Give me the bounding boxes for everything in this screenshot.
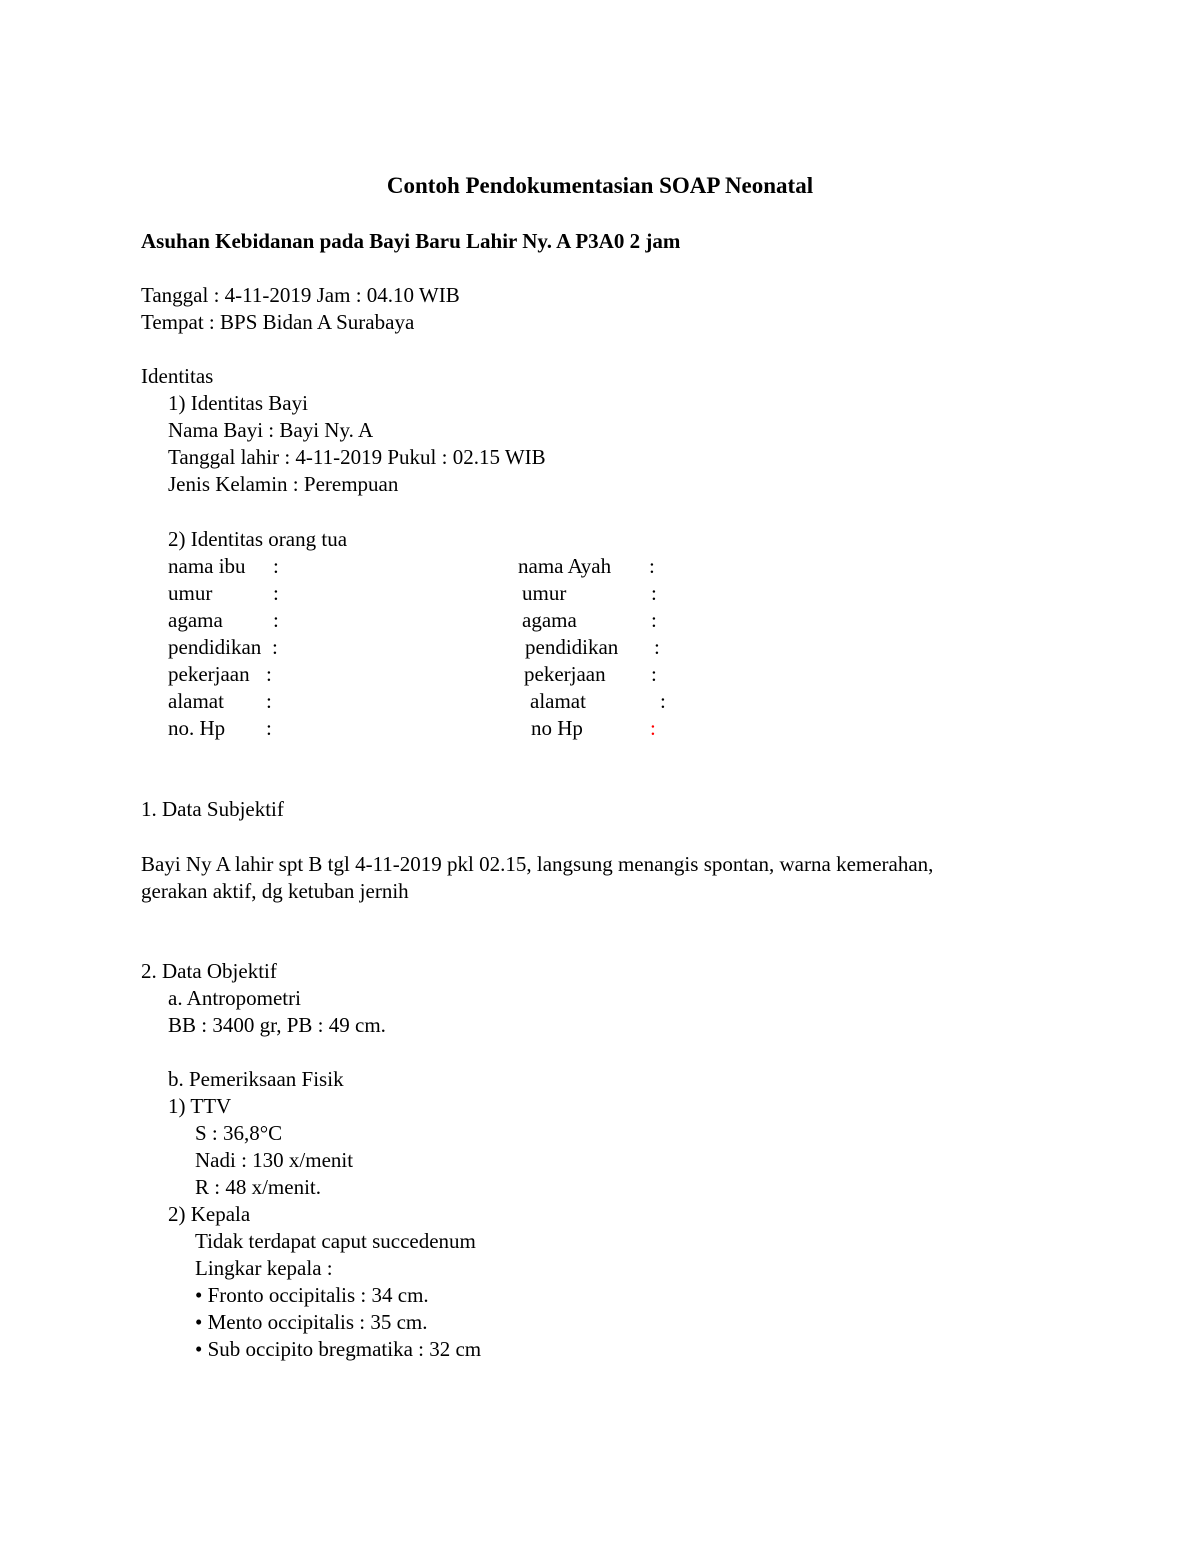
ibu-label-nama: nama ibu bbox=[168, 554, 246, 578]
ibu-colon: : bbox=[273, 608, 279, 632]
antropometri-value: BB : 3400 gr, PB : 49 cm. bbox=[168, 1013, 386, 1037]
list-item: • Sub occipito bregmatika : 32 cm bbox=[195, 1337, 482, 1361]
subjektif-heading: 1. Data Subjektif bbox=[141, 797, 284, 821]
ibu-label-pekerjaan: pekerjaan bbox=[168, 662, 250, 686]
objektif-heading: 2. Data Objektif bbox=[141, 959, 277, 983]
list-item: • Fronto occipitalis : 34 cm. bbox=[195, 1283, 429, 1307]
subjektif-text-line2: gerakan aktif, dg ketuban jernih bbox=[141, 879, 409, 903]
ibu-colon: : bbox=[273, 554, 279, 578]
ayah-colon: : bbox=[649, 554, 655, 578]
list-item: • Mento occipitalis : 35 cm. bbox=[195, 1310, 428, 1334]
ayah-label-agama: agama bbox=[522, 608, 577, 632]
ibu-label-pendidikan: pendidikan bbox=[168, 635, 262, 659]
ayah-colon: : bbox=[650, 716, 656, 740]
antropometri-heading: a. Antropometri bbox=[168, 986, 301, 1010]
ayah-label-pendidikan: pendidikan bbox=[525, 635, 619, 659]
ibu-colon: : bbox=[272, 635, 278, 659]
subjektif-text-line1: Bayi Ny A lahir spt B tgl 4-11-2019 pkl 02.15, langsung menangis spontan, warna kemerahan, bbox=[141, 852, 934, 876]
ayah-label-alamat: alamat bbox=[530, 689, 586, 713]
kepala-heading: 2) Kepala bbox=[168, 1202, 251, 1226]
ibu-label-alamat: alamat bbox=[168, 689, 224, 713]
tanggal-line: Tanggal : 4-11-2019 Jam : 04.10 WIB bbox=[141, 283, 460, 307]
ayah-colon: : bbox=[651, 662, 657, 686]
ayah-label-no-hp: no Hp bbox=[531, 716, 583, 740]
tempat-line: Tempat : BPS Bidan A Surabaya bbox=[141, 310, 415, 334]
ayah-colon: : bbox=[654, 635, 660, 659]
identitas-heading: Identitas bbox=[141, 364, 214, 388]
tanggal-lahir: Tanggal lahir : 4-11-2019 Pukul : 02.15 WIB bbox=[168, 445, 546, 469]
ibu-colon: : bbox=[273, 581, 279, 605]
ayah-colon: : bbox=[660, 689, 666, 713]
ttv-respirasi: R : 48 x/menit. bbox=[195, 1175, 321, 1199]
identitas-orang-tua-heading: 2) Identitas orang tua bbox=[168, 527, 348, 551]
page-title: Contoh Pendokumentasian SOAP Neonatal bbox=[386, 173, 814, 198]
ibu-label-no-hp: no. Hp bbox=[168, 716, 226, 740]
ibu-colon: : bbox=[266, 716, 272, 740]
nama-bayi: Nama Bayi : Bayi Ny. A bbox=[168, 418, 374, 442]
ayah-label-pekerjaan: pekerjaan bbox=[524, 662, 606, 686]
kepala-lingkar: Lingkar kepala : bbox=[195, 1256, 333, 1280]
ayah-colon: : bbox=[651, 581, 657, 605]
subtitle: Asuhan Kebidanan pada Bayi Baru Lahir Ny. A P3A0 2 jam bbox=[141, 229, 681, 253]
jenis-kelamin: Jenis Kelamin : Perempuan bbox=[168, 472, 399, 496]
ibu-label-agama: agama bbox=[168, 608, 223, 632]
ibu-colon: : bbox=[266, 662, 272, 686]
identitas-bayi-heading: 1) Identitas Bayi bbox=[168, 391, 308, 415]
ayah-colon: : bbox=[651, 608, 657, 632]
fisik-heading: b. Pemeriksaan Fisik bbox=[168, 1067, 344, 1091]
ayah-label-umur: umur bbox=[522, 581, 567, 605]
kepala-caput: Tidak terdapat caput succedenum bbox=[195, 1229, 476, 1253]
ayah-label-nama: nama Ayah bbox=[518, 554, 612, 578]
ttv-heading: 1) TTV bbox=[168, 1094, 232, 1118]
ttv-suhu: S : 36,8°C bbox=[195, 1121, 283, 1145]
ibu-colon: : bbox=[266, 689, 272, 713]
ttv-nadi: Nadi : 130 x/menit bbox=[195, 1148, 354, 1172]
ibu-label-umur: umur bbox=[168, 581, 213, 605]
